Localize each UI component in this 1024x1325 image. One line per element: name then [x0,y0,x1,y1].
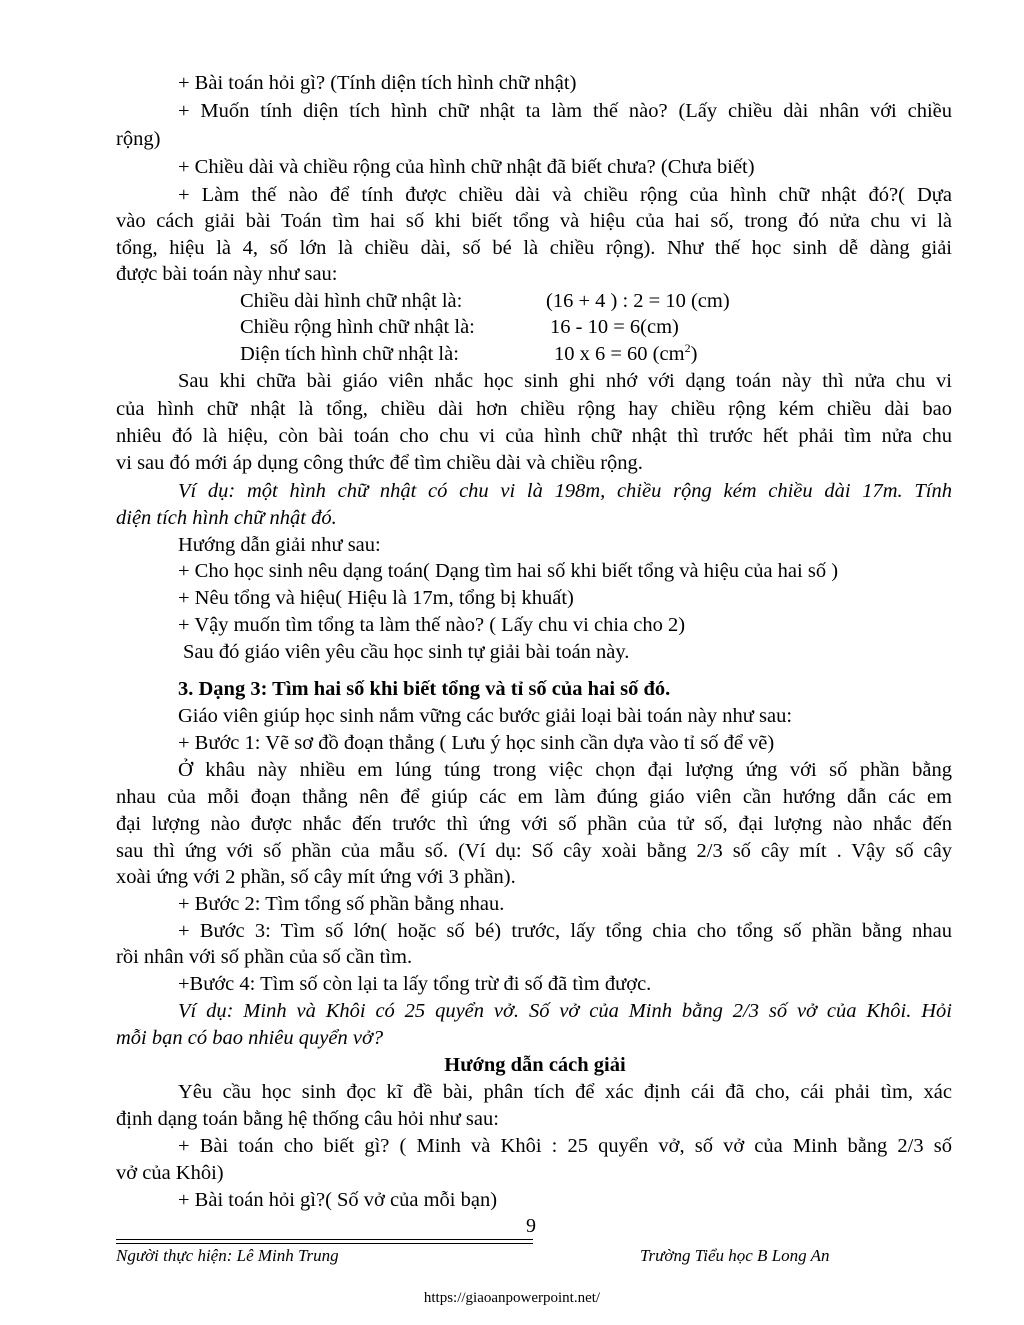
footer-divider [116,1243,533,1244]
paragraph-line: vào cách giải bài Toán tìm hai số khi biết tổng và hiệu của hai số, trong đó nửa chu vi là [116,210,952,232]
example-line: mỗi bạn có bao nhiêu quyển vở? [116,1027,384,1049]
paragraph-line: Ở khâu này nhiều em lúng túng trong việc chọn đại lượng ứng với số phần bằng [178,759,952,781]
paragraph-line: Sau khi chữa bài giáo viên nhắc học sinh ghi nhớ với dạng toán này thì nửa chu vi [178,370,952,392]
paragraph-line: Sau đó giáo viên yêu cầu học sinh tự giải bài toán này. [183,641,630,663]
page-number: 9 [526,1215,536,1237]
footer-divider [116,1239,533,1240]
paragraph-line: + Cho học sinh nêu dạng toán( Dạng tìm hai số khi biết tổng và hiệu của hai số ) [178,560,839,582]
calc-value: (16 + 4 ) : 2 = 10 (cm) [546,290,730,312]
calc-row [240,288,730,315]
paragraph-line: + Vậy muốn tìm tổng ta làm thế nào? ( Lấy chu vi chia cho 2) [178,614,686,636]
calc-row [240,341,698,368]
paragraph-line: + Bước 3: Tìm số lớn( hoặc số bé) trước, lấy tổng chia cho tổng số phần bằng nhau [178,920,952,942]
calc-label: Chiều dài hình chữ nhật là: [240,290,463,312]
paragraph-line: được bài toán này như sau: [116,263,338,285]
footer-school: Trường Tiểu học B Long An [640,1246,830,1265]
calc-label: Chiều rộng hình chữ nhật là: [240,316,475,338]
paragraph-line: đại lượng nào được nhắc đến trước thì ứng với số phần của tử số, đại lượng nào nhắc đến [116,813,952,835]
paragraph-line: xoài ứng với 2 phần, số cây mít ứng với 3 phần). [116,866,516,888]
paragraph-line: + Bước 2: Tìm tổng số phần bằng nhau. [178,893,505,915]
paragraph-line: + Bài toán hỏi gì? (Tính diện tích hình chữ nhật) [178,72,577,94]
paragraph-line: Yêu cầu học sinh đọc kĩ đề bài, phân tích để xác định cái đã cho, cái phải tìm, xác [178,1081,952,1103]
paragraph-line: Hướng dẫn giải như sau: [178,534,381,556]
paragraph-line: + Bước 1: Vẽ sơ đồ đoạn thẳng ( Lưu ý học sinh cần dựa vào tỉ số để vẽ) [178,732,775,754]
paragraph-line: nhau của mỗi đoạn thẳng nên để giúp các em làm đúng giáo viên cần hướng dẫn các em [116,786,952,808]
paragraph-line: + Làm thế nào để tính được chiều dài và chiều rộng của hình chữ nhật đó?( Dựa [178,184,952,206]
paragraph-line: + Bài toán hỏi gì?( Số vở của mỗi bạn) [178,1189,498,1211]
paragraph-line: tổng, hiệu là 4, số lớn là chiều dài, số bé là chiều rộng). Như thế học sinh dễ dàng giải [116,237,952,259]
paragraph-line: + Chiều dài và chiều rộng của hình chữ nhật đã biết chưa? (Chưa biết) [178,156,755,178]
calc-row [240,314,679,341]
paragraph-line: +Bước 4: Tìm số còn lại ta lấy tổng trừ đi số đã tìm được. [178,973,652,995]
example-line: Ví dụ: Minh và Khôi có 25 quyển vở. Số vở của Minh bằng 2/3 số vở của Khôi. Hỏi [178,1000,952,1022]
paragraph-line: nhiêu đó là hiệu, còn bài toán cho chu vi của hình chữ nhật thì trước hết phải tìm nửa chu [116,425,952,447]
footer-author: Người thực hiện: Lê Minh Trung [116,1246,339,1265]
calc-value: 10 x 6 = 60 $(cm^2)$ [554,341,698,365]
paragraph-line: sau thì ứng với số phần của mẫu số. (Ví dụ: Số cây xoài bằng 2/3 số cây mít . Vậy số cây [116,840,952,862]
example-line: Ví dụ: một hình chữ nhật có chu vi là 198m, chiều rộng kém chiều dài 17m. Tính [178,480,952,502]
paragraph-line: + Nêu tổng và hiệu( Hiệu là 17m, tổng bị khuất) [178,587,574,609]
example-line: diện tích hình chữ nhật đó. [116,507,337,529]
centered-heading: Hướng dẫn cách giải [444,1054,626,1076]
paragraph-line: rồi nhân với số phần của số cần tìm. [116,946,413,968]
paragraph-line: vở của Khôi) [116,1162,224,1184]
paragraph-line: của hình chữ nhật là tổng, chiều dài hơn chiều rộng hay chiều rộng kém chiều dài bao [116,398,952,420]
calc-label: Diện tích hình chữ nhật là: [240,343,459,365]
paragraph-line: vi sau đó mới áp dụng công thức để tìm chiều dài và chiều rộng. [116,452,643,474]
paragraph-line: + Muốn tính diện tích hình chữ nhật ta làm thế nào? (Lấy chiều dài nhân với chiều [178,100,952,122]
paragraph-line: + Bài toán cho biết gì? ( Minh và Khôi : 25 quyển vở, số vở của Minh bằng 2/3 số [178,1135,952,1157]
section-heading: 3. Dạng 3: Tìm hai số khi biết tổng và tỉ số của hai số đó. [178,678,671,700]
paragraph-line: rộng) [116,128,161,150]
source-url[interactable]: https://giaoanpowerpoint.net/ [423,1290,601,1306]
paragraph-line: Giáo viên giúp học sinh nắm vững các bước giải loại bài toán này như sau: [178,705,793,727]
paragraph-line: định dạng toán bằng hệ thống câu hỏi như sau: [116,1108,499,1130]
calc-value: 16 - 10 = 6(cm) [550,316,679,338]
